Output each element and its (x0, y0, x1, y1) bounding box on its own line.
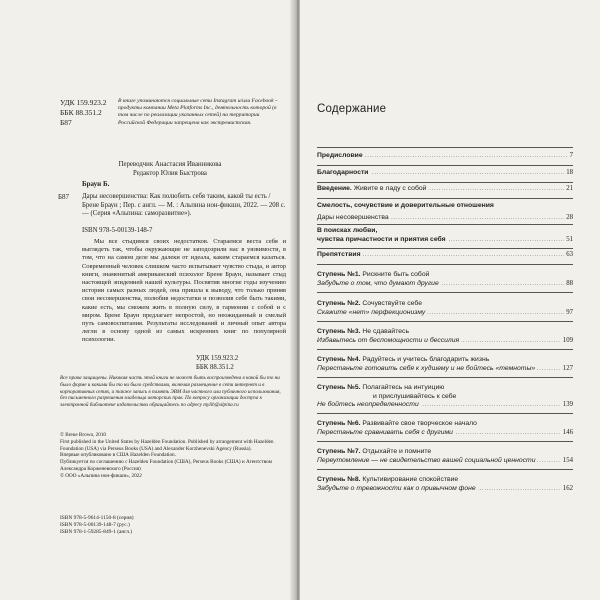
toc-rule (317, 321, 573, 322)
toc-page-number: 28 (566, 213, 573, 221)
toc-entry-label-2: чувства причастности и приятия себя (317, 235, 446, 243)
step-subtitle: Переутомление — не свидетельство вашей социальной ценности (317, 456, 536, 464)
step-title: Культивирование спокойствие (362, 476, 459, 483)
toc-title: Содержание (317, 103, 387, 115)
toc-page-number: 139 (562, 401, 573, 409)
toc-page-number: 7 (569, 152, 573, 159)
toc-page-number: 97 (566, 308, 573, 316)
copyright-line: First published in the United States by Hazelden Foundation. Published by arrangement with Hazelden Foundation (USA) via Perseus Books (USA) and Alexander Korzhenevski Agency (Russia). (60, 438, 274, 452)
toc-rule (317, 182, 573, 183)
toc-rule (317, 413, 573, 414)
toc-rule (317, 441, 573, 442)
rights-notice: Все права защищены. Никакая часть этой книги не может быть воспроизведена в какой бы то ни было форме и какими бы то ни было средствами, включая размещение в сети интернет и в корпоративных сетях, а также запись в память ЭВМ для частного или публичного использования, без письменного разрешения владельца авторских прав. По вопросу организации доступа к электронной библиотеке издательства обращайтесь по адресу mylib@alpina.ru (60, 375, 281, 409)
step-number: Ступень №8. (317, 476, 361, 483)
editor: Редактор Юлия Быстрова (133, 170, 207, 177)
toc-page-number: 63 (566, 251, 573, 258)
step-number: Ступень №5. (317, 384, 361, 391)
step-subtitle: Избавьтесь от беспомощности и бессилия (317, 336, 460, 344)
author-mark: Б87 (60, 118, 72, 127)
isbn-series: ISBN 978-5-9614-1150-8 (серия) (60, 515, 134, 521)
toc-entry-obstacles[interactable] (317, 251, 573, 260)
abstract: Мы все стыдимся своих недостатков. Стараемся веста себя и выглядеть так, чтобы окружающие не заподозрили нас в уязвимости, в том, что на самом деле мы далеки от идеала, каким стараемся казаться. Современный человек слишком часто испытывает чувство стыда, и автор книги, знаменитый американский психолог Брене Браун, называет стыд настоящей эпидемией нашей культуры. Посвятив многие годы изучению истории самых разных людей, она пришла к выводу, что только приняв свои несовершенства, полюбив недостатки и позволив себе быть такими, какие есть, мы сможем жить в полную силу, в гармонии с собой и с миром. Брене Браун предлагает непростой, но неожиданный и смелый путь самовоспитания. Результаты исследований и личный опыт автора легли в основу одной из самых искренних книг по популярной психологии. (82, 238, 286, 344)
toc-page-number: 88 (566, 279, 573, 287)
toc-entry-step-2[interactable] (317, 300, 573, 317)
toc-entry-step-4[interactable] (317, 356, 573, 373)
toc-entry-label: В поисках любви, (317, 227, 378, 234)
udk-block-2 (196, 355, 238, 372)
copyright-line: Впервые опубликовано в США Hazelden Foundation. (60, 452, 176, 459)
toc-entry-step-1[interactable] (317, 271, 573, 288)
step-number: Ступень №1. (317, 271, 361, 278)
left-page (0, 0, 296, 600)
isbn: ISBN 978-5-00139-148-7 (82, 227, 153, 234)
social-network-note: В книге упоминаются социальные сети Instagram и/или Facebook – продукты компании Meta Platforms Inc., деятельность которой (в том числе по реализации указанных сетей) на территории Российской Федерации запрещена как экстремистская. (118, 98, 278, 126)
toc-rule (317, 292, 573, 293)
step-number: Ступень №2. (317, 300, 361, 307)
toc-rule (317, 224, 573, 225)
isbn-eng: ISBN 978-1-59285-849-1 (англ.) (60, 529, 133, 535)
toc-entry-acknowledgments[interactable] (317, 169, 573, 178)
step-title: Развивайте свое творческое начало (362, 420, 477, 427)
toc-rule (317, 198, 573, 199)
toc-entry-label: Благодарности (317, 169, 369, 176)
step-title-2: и прислушивайтесь к себе (373, 392, 457, 400)
toc-rule (317, 165, 573, 166)
toc-entry-label: Предисловие (317, 152, 363, 159)
bbk-code-2: ББК 88.351.2 (196, 363, 234, 371)
step-subtitle: Не бойтесь неопределенности (317, 401, 419, 409)
toc-entry-step-7[interactable] (317, 448, 573, 465)
toc-page-number: 18 (566, 169, 573, 176)
right-page (300, 0, 600, 600)
toc-rule (317, 377, 573, 378)
isbn-list (60, 515, 134, 536)
isbn-rus: ISBN 978-5-00139-148-7 (рус.) (60, 522, 130, 528)
copyright-line: © Brene Brown, 2010 (60, 432, 107, 438)
step-number: Ступень №4. (317, 356, 361, 363)
toc-rule (317, 264, 573, 265)
toc-entry-label: Препятствия (317, 251, 361, 258)
step-title: Полагайтесь на интуицию (362, 384, 445, 391)
step-number: Ступень №3. (317, 328, 361, 335)
udk-code: УДК 159.923.2 (60, 98, 107, 107)
copyright-block (60, 432, 288, 480)
toc-entry-step-5[interactable] (317, 384, 573, 410)
credits (60, 160, 280, 178)
toc-page-number: 21 (566, 185, 573, 192)
udk-block (60, 98, 107, 128)
step-number: Ступень №6. (317, 420, 361, 427)
toc-entry-label: Смелость, сочувствие и доверительные отношения (317, 202, 494, 209)
toc-entry-step-3[interactable] (317, 328, 573, 345)
toc-page-number: 162 (562, 484, 573, 492)
toc-page-number: 127 (562, 364, 573, 372)
toc-page-number: 109 (562, 336, 573, 344)
step-subtitle: Перестаньте сравнивать себя с другими (317, 428, 453, 436)
translator: Переводчик Анастасия Иванникова (118, 161, 222, 168)
toc-entry-step-6[interactable] (317, 420, 573, 437)
step-title: Отдыхайте и помните (362, 448, 432, 455)
toc-entry-preface[interactable] (317, 152, 573, 161)
toc-entry-step-8[interactable] (317, 476, 573, 493)
step-subtitle: Забудьте о тревожности как о привычном фоне (317, 484, 476, 492)
toc-rule (317, 248, 573, 249)
step-subtitle: Скажите «нет» перфекционизму (317, 308, 426, 316)
toc-entry-title: Живите в ладу с собой (351, 185, 427, 192)
toc-page-number: 51 (566, 235, 573, 243)
author-mark-2: Б87 (58, 193, 70, 201)
toc-entry-introduction[interactable] (317, 185, 573, 194)
toc-rule (317, 469, 573, 470)
step-subtitle: Забудьте о том, что думают другие (317, 279, 439, 287)
toc-entry-label: Введение. (317, 185, 352, 192)
toc-rule (317, 147, 573, 148)
step-subtitle: Перестаньте готовить себя к худшему и не бойтесь «темноты» (317, 364, 536, 372)
bibliographic-record: Дары несовершенства: Как полюбить себя таким, какой ты есть / Брене Браун ; Пер. с англ. — М. : Альпина нон-фикшн, 2022. — 208 с. — (Серия «Альпина: саморазвитие»). (82, 193, 286, 218)
step-title: Не сдавайтесь (362, 328, 409, 335)
toc-rule (317, 349, 573, 350)
step-number: Ступень №7. (317, 448, 361, 455)
copyright-line: Публикуется по соглашению с Hazelden Foundation (США), Perseus Books (США) и Агентством Александра Корженевского (Россия) (60, 459, 272, 472)
step-title: Рискните быть собой (362, 271, 430, 278)
toc-entry-love[interactable] (317, 227, 573, 244)
toc-page-number: 146 (562, 428, 573, 436)
toc-entry-courage[interactable] (317, 202, 573, 222)
toc-entry-subtitle: Дары несовершенства (317, 213, 389, 221)
copyright-line: © ООО «Альпина нон-фикшн», 2022 (60, 472, 142, 479)
udk-code-2: УДК 159.923.2 (196, 355, 239, 362)
step-title: Сочувствуйте себе (362, 300, 422, 307)
toc-page-number: 154 (562, 456, 573, 464)
author-name: Браун Б. (82, 180, 110, 188)
step-title: Радуйтесь и учитесь благодарить жизнь (362, 356, 490, 363)
bbk-code: ББК 88.351.2 (60, 108, 102, 117)
